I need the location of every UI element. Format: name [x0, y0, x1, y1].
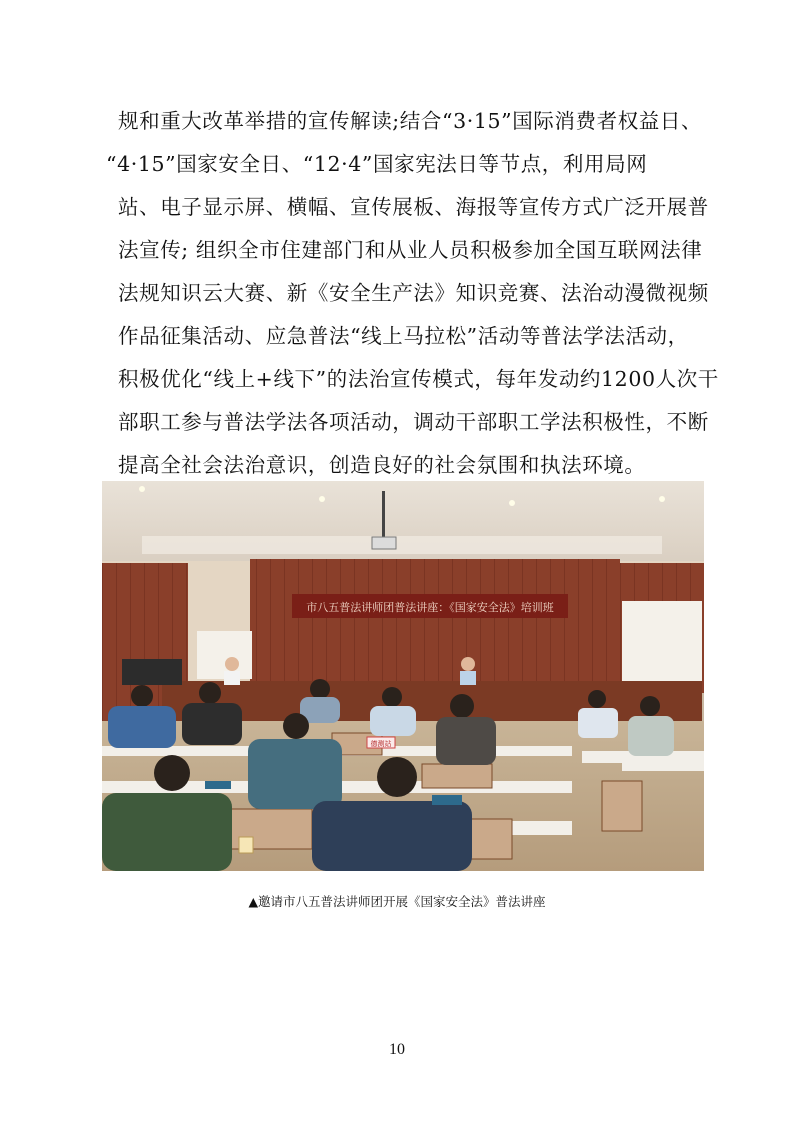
body-line: 法宣传; 组织全市住建部门和从业人员积极参加全国互联网法律 — [118, 238, 703, 262]
body-line: 积极优化“线上+线下”的法治宣传模式，每年发动约1200人次干 — [118, 367, 719, 391]
lecture-photo — [102, 481, 704, 871]
nameplate-text: 德测站 — [370, 740, 392, 748]
lecture-photo-illustration — [102, 481, 704, 871]
body-line: “4·15”国家安全日、“12·4”国家宪法日等节点，利用局网 — [106, 152, 648, 176]
photo-caption: ▲邀请市八五普法讲师团开展《国家安全法》普法讲座 — [248, 894, 546, 909]
body-line: 提高全社会法治意识，创造良好的社会氛围和执法环境。 — [118, 453, 646, 477]
body-line: 法规知识云大赛、新《安全生产法》知识竞赛、法治动漫微视频 — [118, 281, 709, 305]
banner-text: 市八五普法讲师团普法讲座：《国家安全法》培训班 — [306, 601, 554, 614]
body-line: 规和重大改革举措的宣传解读;结合“3·15”国际消费者权益日、 — [118, 109, 703, 133]
body-paragraph — [106, 100, 719, 487]
page-number: 10 — [389, 1041, 405, 1058]
body-line: 作品征集活动、应急普法“线上马拉松”活动等普法学法活动， — [118, 324, 689, 348]
body-line: 部职工参与普法学法各项活动，调动干部职工学法积极性，不断 — [118, 410, 709, 434]
body-line: 站、电子显示屏、横幅、宣传展板、海报等宣传方式广泛开展普 — [118, 195, 709, 219]
